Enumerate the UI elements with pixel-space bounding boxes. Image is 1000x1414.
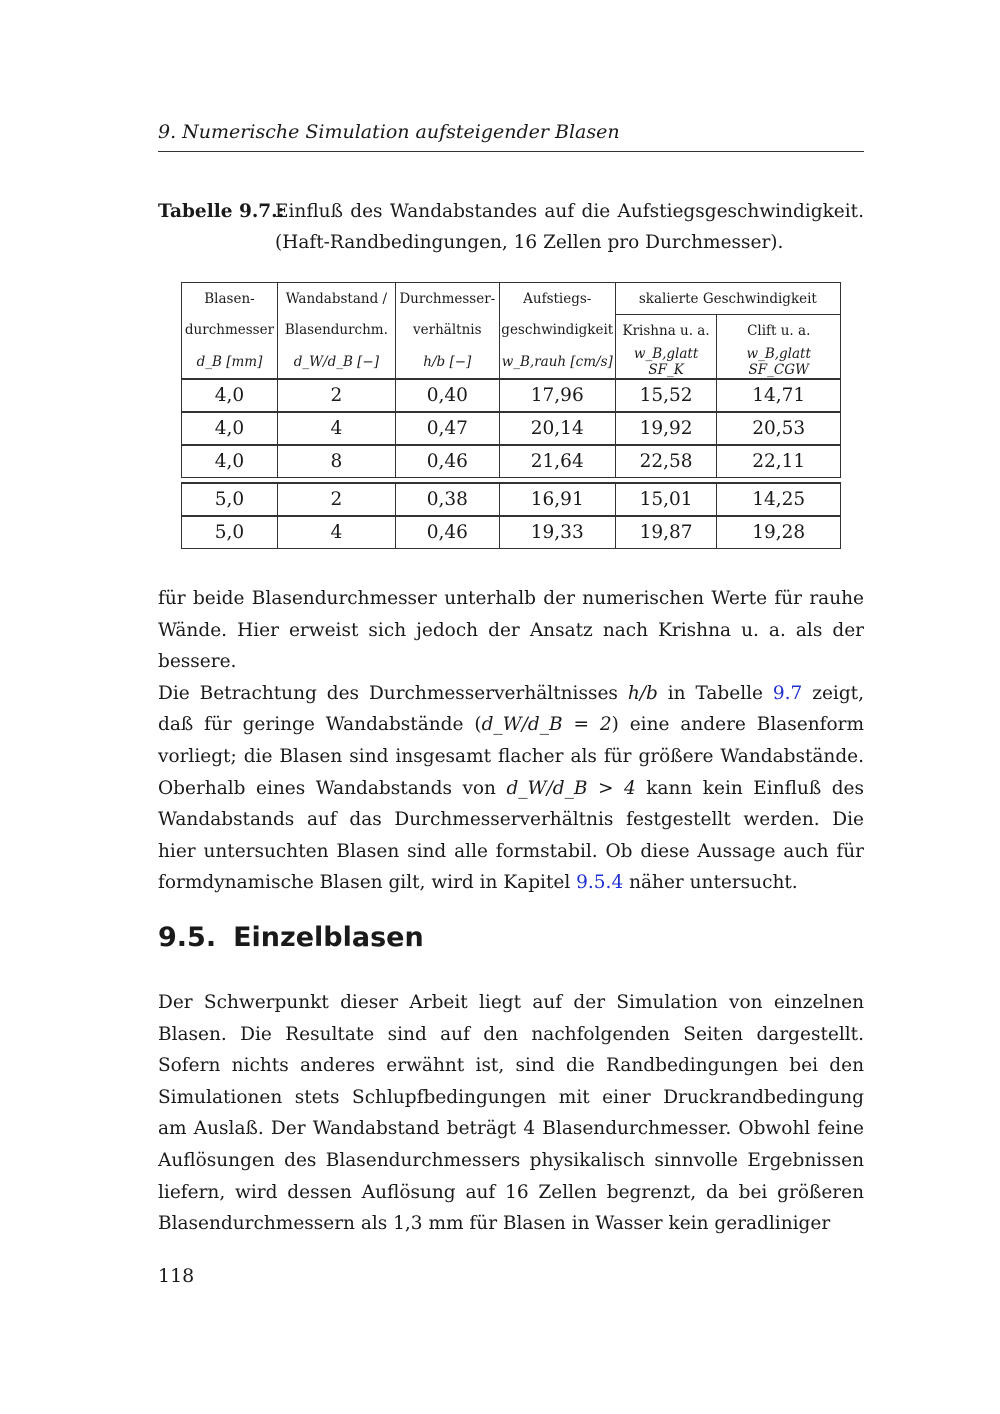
text-run: Die Betrachtung des Durchmesserverhältnisses xyxy=(158,682,628,704)
table-cell: 19,87 xyxy=(615,516,717,549)
header-cell: Clift u. a. xyxy=(717,315,841,347)
header-cell: Blasen- xyxy=(182,283,278,315)
header-cell: Krishna u. a. xyxy=(615,315,717,347)
table-row xyxy=(182,516,841,549)
table-cell: 21,64 xyxy=(499,445,615,478)
header-unit-cell: w_B,glatt SF_CGW xyxy=(717,346,841,379)
table-cell: 19,92 xyxy=(615,412,717,445)
header-cell: Durchmesser- xyxy=(395,283,499,315)
table-row xyxy=(182,445,841,478)
table-cell: 4,0 xyxy=(182,379,278,412)
header-cell: verhältnis xyxy=(395,315,499,347)
table-header-row-1 xyxy=(182,283,841,315)
text-run: kann kein Einfluß des Wandabstands auf das Durchmesserverhältnis festgestellt werden. Die hier untersuchten Blasen sind alle formstabil. Ob diese Aussage auch für formdynamische Blasen gilt, wird in Kapitel xyxy=(158,777,864,894)
text-run: zeigt, daß für geringe Wandabstände ( xyxy=(158,682,864,736)
table-cell: 2 xyxy=(277,483,395,516)
table-cell: 0,46 xyxy=(395,445,499,478)
results-table xyxy=(181,282,841,549)
table-cell: 0,47 xyxy=(395,412,499,445)
table-cell: 5,0 xyxy=(182,483,278,516)
inline-math: d_W/d_B = 2 xyxy=(481,714,612,736)
table-cell: 8 xyxy=(277,445,395,478)
table-ref-link[interactable]: 9.7 xyxy=(772,682,803,704)
section-title: Einzelblasen xyxy=(233,922,424,953)
inline-math: h/b xyxy=(627,682,658,704)
body-text xyxy=(158,583,864,899)
paragraph: für beide Blasendurchmesser unterhalb der numerischen Werte für rauhe Wände. Hier erweist sich jedoch der Ansatz nach Krishna u. a. als der bessere. xyxy=(158,588,864,673)
text-run: in Tabelle xyxy=(657,682,773,704)
header-cell: geschwindigkeit xyxy=(499,315,615,347)
table-cell: 4,0 xyxy=(182,412,278,445)
text-run: ) eine andere Blasenform vorliegt; die Blasen sind insgesamt flacher als für größere Wandabstände. Oberhalb eines Wandabstands von xyxy=(158,714,865,799)
table-cell: 17,96 xyxy=(499,379,615,412)
table-row xyxy=(182,483,841,516)
table-cell: 14,71 xyxy=(717,379,841,412)
table-caption xyxy=(158,196,864,258)
table-cell: 14,25 xyxy=(717,483,841,516)
caption-label: Tabelle 9.7.: xyxy=(158,201,285,222)
header-cell: Aufstiegs- xyxy=(499,283,615,315)
table-cell: 20,53 xyxy=(717,412,841,445)
table-cell: 4 xyxy=(277,516,395,549)
section-number: 9.5. xyxy=(158,922,217,953)
header-unit-cell: d_W/d_B [−] xyxy=(277,346,395,379)
section-body xyxy=(158,987,864,1240)
inline-math: d_W/d_B > 4 xyxy=(506,777,636,799)
table-cell: 20,14 xyxy=(499,412,615,445)
paragraph: Der Schwerpunkt dieser Arbeit liegt auf der Simulation von einzelnen Blasen. Die Resultate sind auf den nachfolgenden Seiten dargestellt. Sofern nichts anderes erwähnt ist, sind die Randbedingungen bei den Simulationen stets Schlupfbedingungen mit einer Druckrandbedingung am Auslaß. Der Wandabstand beträgt 4 Blasendurchmesser. Obwohl feine Auflösungen des Blasendurchmessers physikalisch sinnvolle Ergebnissen liefern, wird dessen Auflösung auf 16 Zellen begrenzt, da bei größeren Blasendurchmessern als 1,3 mm für Blasen in Wasser kein geradliniger xyxy=(158,992,864,1235)
table-cell: 0,46 xyxy=(395,516,499,549)
table-cell: 19,28 xyxy=(717,516,841,549)
table-cell: 22,11 xyxy=(717,445,841,478)
table-cell: 0,40 xyxy=(395,379,499,412)
header-cell: skalierte Geschwindigkeit xyxy=(615,283,840,315)
table-cell: 19,33 xyxy=(499,516,615,549)
header-unit-cell: d_B [mm] xyxy=(182,346,278,379)
header-cell: durchmesser xyxy=(182,315,278,347)
table-cell: 15,52 xyxy=(615,379,717,412)
table-cell: 4,0 xyxy=(182,445,278,478)
table-cell: 5,0 xyxy=(182,516,278,549)
header-cell: Blasendurchm. xyxy=(277,315,395,347)
table-cell: 16,91 xyxy=(499,483,615,516)
table-header-row-2 xyxy=(182,315,841,347)
table-cell: 22,58 xyxy=(615,445,717,478)
header-cell: Wandabstand / xyxy=(277,283,395,315)
table-row xyxy=(182,379,841,412)
section-heading xyxy=(158,922,864,953)
running-header: 9. Numerische Simulation aufsteigender Blasen xyxy=(158,121,864,152)
header-unit-cell: h/b [−] xyxy=(395,346,499,379)
text-run: näher untersucht. xyxy=(623,872,798,894)
table-header-row-3 xyxy=(182,346,841,379)
section-ref-link[interactable]: 9.5.4 xyxy=(576,872,624,894)
paragraph xyxy=(158,678,864,899)
table-cell: 2 xyxy=(277,379,395,412)
page-number: 118 xyxy=(158,1265,195,1287)
header-unit-cell: w_B,rauh [cm/s] xyxy=(499,346,615,379)
caption-text: Einfluß des Wandabstandes auf die Aufstiegsgeschwindigkeit. (Haft-Randbedingungen, 16 Zellen pro Durchmesser). xyxy=(275,201,864,253)
table-row xyxy=(182,412,841,445)
header-unit-cell: w_B,glatt SF_K xyxy=(615,346,717,379)
table-cell: 15,01 xyxy=(615,483,717,516)
table-cell: 0,38 xyxy=(395,483,499,516)
table-cell: 4 xyxy=(277,412,395,445)
